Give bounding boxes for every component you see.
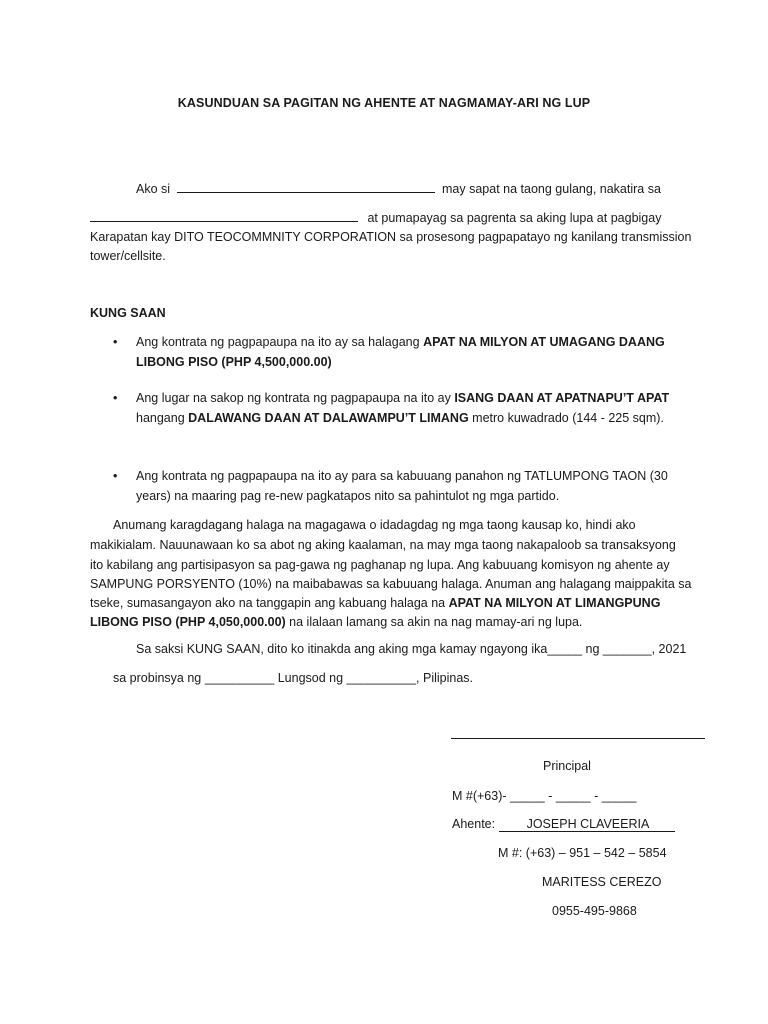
ahente-label: Ahente: xyxy=(452,817,496,831)
paragraph-bold-text: LIBONG PISO (PHP 4,050,000.00) xyxy=(90,615,286,629)
paragraph-text: tseke, sumasangayon ako na tanggapin ang kabuang halaga na xyxy=(90,596,446,610)
bullet-line xyxy=(136,409,664,428)
bullet-bold-text: DALAWANG DAAN AT DALAWAMPU’T LIMANG xyxy=(188,411,469,425)
bullet-bold-text: APAT NA MILYON AT UMAGANG DAANG xyxy=(423,335,665,349)
intro-line-2 xyxy=(90,208,661,228)
bullet-line xyxy=(136,353,332,372)
bullet-line: Ang kontrata ng pagpapaupa na ito ay para sa kabuuang panahon ng TATLUMPONG TAON (30 xyxy=(136,469,668,483)
bullet-text: Ang kontrata ng pagpapaupa na ito ay sa halagang xyxy=(136,335,420,349)
paragraph-line-6 xyxy=(90,613,582,632)
bullet-marker: • xyxy=(113,469,118,483)
paragraph-line-5 xyxy=(90,594,660,613)
principal-label: Principal xyxy=(543,759,591,773)
bullet-line xyxy=(136,389,669,408)
intro-line-4: tower/cellsite. xyxy=(90,249,166,263)
witness-line-2: sa probinsya ng __________ Lungsod ng __________, Pilipinas. xyxy=(113,671,474,685)
bullet-bold-text: LIBONG PISO (PHP 4,500,000.00) xyxy=(136,355,332,369)
paragraph-text: na ilalaan lamang sa akin na nag mamay-ari ng lupa. xyxy=(289,615,583,629)
signature-line xyxy=(451,738,705,739)
principal-mobile: M #(+63)- _____ - _____ - _____ xyxy=(452,789,637,803)
witness-line-1: Sa saksi KUNG SAAN, dito ko itinakda ang aking mga kamay ngayong ika_____ ng _______, 2021 xyxy=(136,642,687,656)
bullet-item-term xyxy=(113,467,678,507)
ahente-name: JOSEPH CLAVEERIA xyxy=(499,817,676,832)
bullet-text: hangang xyxy=(136,411,185,425)
bullet-text: metro kuwadrado (144 - 225 sqm). xyxy=(472,411,664,425)
paragraph-line-1: Anumang karagdagang halaga na magagawa o idadagdag ng mga taong kausap ko, hindi ako xyxy=(113,518,636,532)
bullet-item-area xyxy=(113,389,678,429)
intro-line-3: Karapatan kay DITO TEOCOMMNITY CORPORATION sa prosesong pagpapatayo ng kanilang transmission xyxy=(90,230,692,244)
paragraph-line-3: ito kabilang ang partisipasyon sa pag-gawa ng paghanap ng lupa. Ang kabuuang komisyon ng ahente ay xyxy=(90,558,670,572)
second-signatory-name: MARITESS CEREZO xyxy=(542,875,662,889)
paragraph-line-2: makikialam. Nauunawaan ko sa abot ng aking kaalaman, na may mga taong nakapaloob sa transaksyong xyxy=(90,538,676,552)
document-title: KASUNDUAN SA PAGITAN NG AHENTE AT NAGMAMAY-ARI NG LUP xyxy=(177,96,591,110)
intro-ako-si: Ako si xyxy=(136,182,171,196)
bullet-marker: • xyxy=(113,335,118,349)
intro-may-sapat: may sapat na taong gulang, nakatira sa xyxy=(442,182,661,196)
bullet-line: years) na maaring pag re-new pagkatapos nito sa pahintulot ng mga partido. xyxy=(136,489,560,503)
bullet-bold-text: ISANG DAAN AT APATNAPU’T APAT xyxy=(454,391,670,405)
intro-pumapayag: at pumapayag sa pagrenta sa aking lupa at pagbigay xyxy=(367,211,662,225)
ahente-row xyxy=(452,815,675,834)
intro-line-1 xyxy=(136,179,661,199)
bullet-item-price xyxy=(113,333,678,373)
kung-saan-heading: KUNG SAAN xyxy=(90,306,166,320)
bullet-marker: • xyxy=(113,391,118,405)
second-signatory-phone: 0955-495-9868 xyxy=(552,904,637,918)
name-blank xyxy=(177,179,435,193)
address-blank xyxy=(90,208,358,222)
paragraph-line-4: SAMPUNG PORSYENTO (10%) na maibabawas sa kabuuang halaga. Anuman ang halagang maippakita sa xyxy=(90,577,692,591)
bullet-text: Ang lugar na sakop ng kontrata ng pagpapaupa na ito ay xyxy=(136,391,451,405)
paragraph-bold-text: APAT NA MILYON AT LIMANGPUNG xyxy=(448,596,661,610)
bullet-line xyxy=(136,333,665,352)
ahente-mobile: M #: (+63) – 951 – 542 – 5854 xyxy=(498,846,667,860)
